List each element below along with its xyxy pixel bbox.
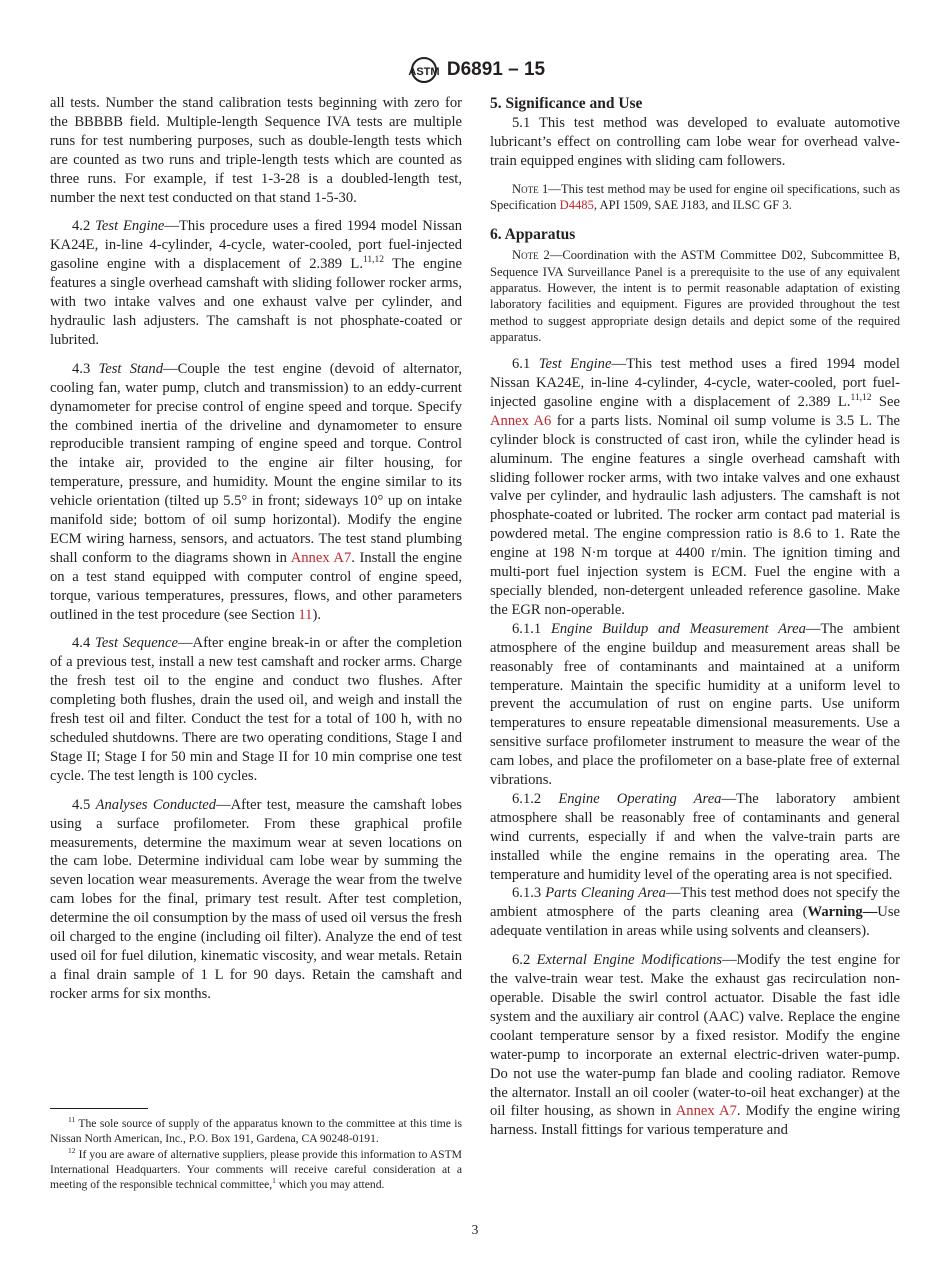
- page-header: [0, 56, 950, 84]
- paragraph: [490, 355, 900, 620]
- text-run: Note: [512, 248, 539, 263]
- text-run: 6. Apparatus: [490, 226, 576, 244]
- footnote-divider: [50, 1108, 148, 1109]
- text-run: which you may attend.: [275, 1178, 385, 1192]
- paragraph-heading: Test Engine: [538, 356, 612, 373]
- right-column: [490, 94, 900, 1140]
- text-run: 6.1.2: [512, 790, 559, 807]
- text-run: Use adequate ventilation in areas while using solvents and cleansers).: [490, 904, 900, 940]
- text-run: . Install the engine on a test stand equipped with computer control of engine speed, torque, various temperatures, pressures, flows, and other parameters outlined in the test procedure (see Section: [50, 549, 462, 623]
- text-run: See: [871, 393, 900, 410]
- text-run: —This procedure uses a fired 1994 model Nissan KA24E, in-line 4-cylinder, 4-cycle, water-cooled, port fuel-injected gasoline engine with a displacement of 2.389 L.: [50, 218, 463, 273]
- text-run: —Modify the test engine for the valve-train wear test. Make the exhaust gas recirculation non-operable. Disable the swirl control actuator. Disable the fast idle system and the auxiliary air control (AAC) valve. Replace the engine coolant temperature sensor by a fixed resistor. Modify the engine water-pump to incorporate an external electric-driven water-pump. Do not use the water-pump fan blade and cooling radiator. Remove the alternator. Install an oil cooler (water-to-oil heat exchanger) at the oil filter housing, as shown in: [490, 952, 901, 1120]
- text-run: —The ambient atmosphere of the engine buildup and measurement areas shall be reasonably free of contaminants and maintained at a uniform temperature. Maintain the specific humidity at a uniform level to prevent the accumulation of rust on engine parts. Use uniform temperatures to ensure repeatable dimensional measurements. Use a sensitive surface profilometer instrument to measure the wear of the cam lobes, and place the profilometer on a base-plate free of external vibrations.: [490, 620, 900, 789]
- paragraph-heading: Analyses Conducted: [95, 796, 217, 813]
- text-run: —This test method uses a fired 1994 model Nissan KA24E, in-line 4-cylinder, 4-cycle, water-cooled, port fuel-injected gasoline engine with a displacement of 2.389 L.: [490, 356, 900, 410]
- text-run: all tests. Number the stand calibration tests beginning with zero for the BBBBB field. Multiple-length Sequence IVA tests are multiple runs for test numbering purposes, such as double-length tests which are counted as two runs and triple-length tests which are counted as three runs. For example, if test 1-3-28 is a doubled-length test, number the next test conducted on that stand 1-5-30.: [50, 95, 462, 206]
- text-run: —The laboratory ambient atmosphere shall be reasonably free of contaminants and general wind currents, especially if and when the valve-train parts are installed while the engine remains in the operating area. The temperature and humidity level of the operating area is not specified.: [490, 790, 901, 883]
- text-run: —This test method does not specify the ambient atmosphere of the parts cleaning area (: [490, 885, 901, 921]
- text-run: 4.3: [72, 360, 99, 377]
- paragraph-heading: Engine Operating Area: [558, 790, 722, 807]
- text-run: 4.4: [72, 635, 96, 652]
- cross-reference-link[interactable]: Annex A7: [290, 549, 352, 566]
- text-run: —Couple the test engine (devoid of alternator, cooling fan, water pump, clutch and transmission) to an eddy-current dynamometer for precise control of engine speed and torque. Specify the combined inertia of the driveline and dynamometer to ensure reproducible transient ramping of engine speed and torque. Control the intake air, provided to the engine air filter housing, for temperature, pressure, and humidity. Mount the engine similar to its vehicle orientation (tilted up 5.5° in front; sideways 10° up on intake manifold side; bottom of oil sump horizontal). Modify the engine ECM wiring harness, sensors, and actuators. The test stand plumbing shall conform to the diagrams shown in: [50, 360, 462, 566]
- text-run: 6.1: [512, 356, 539, 373]
- text-run: 1—This test method may be used for engine oil specifications, such as Specification: [490, 181, 900, 213]
- text-run: 6.2: [512, 952, 537, 969]
- paragraph: [50, 796, 462, 1004]
- paragraph: [50, 94, 462, 207]
- text-run: 5. Significance and Use: [490, 95, 643, 112]
- paragraph: [490, 620, 900, 790]
- paragraph: [50, 217, 462, 349]
- footnotes: [50, 1116, 462, 1192]
- footnote-ref: 12: [68, 1145, 76, 1155]
- left-column: [50, 94, 462, 1004]
- footnote-ref: 11,12: [850, 393, 872, 404]
- paragraph: [490, 884, 900, 941]
- text-run: The sole source of supply of the apparatus known to the committee at this time is Nissan North American, Inc., P.O. Box 191, Gardena, CA 90248-0191.: [50, 1117, 462, 1146]
- section-heading: [490, 225, 900, 245]
- text-run: 2—Coordination with the ASTM Committee D02, Subcommittee B, Sequence IVA Surveillance Panel is a prerequisite to the use of any equivalent apparatus. However, the intent is to permit reasonable adaptation of existing laboratory facilities and equipment. Figures are provided throughout the test method to suggest appropriate design details and depict some of the required apparatus.: [490, 248, 900, 344]
- text-run: 6.1.1: [512, 620, 551, 637]
- text-run: 4.5: [72, 796, 96, 813]
- paragraph-heading: Engine Buildup and Measurement Area: [550, 620, 806, 637]
- text-run: If you are aware of alternative suppliers, please provide this information to ASTM International Headquarters. Your comments will receive careful consideration at a meeting of the responsible technical committee,: [50, 1147, 462, 1192]
- paragraph-heading: External Engine Modifications: [536, 952, 723, 969]
- text-run: Warning—: [807, 904, 878, 921]
- text-run: Note: [512, 181, 539, 196]
- paragraph: [50, 634, 462, 785]
- footnote-ref: 11,12: [362, 255, 384, 266]
- paragraph: [490, 790, 900, 885]
- document-id: D6891 – 15: [446, 59, 546, 80]
- svg-text:ASTM: ASTM: [408, 66, 440, 78]
- footnote: [50, 1116, 462, 1147]
- cross-reference-link[interactable]: 11: [298, 606, 313, 623]
- text-run: for a parts lists. Nominal oil sump volume is 3.5 L. The cylinder block is constructed of cast iron, while the cylinder head is aluminum. The engine features a single overhead camshaft with sliding follower rocker arms, with two intake valves and one exhaust valve per cylinder, and hydraulic lash adjusters. The camshaft is not phosphate-coated or lubrited. The rocker arm contact pad material is powdered metal. The engine compression ratio is 8.6 to 1. Rate the engine at 198 N·m torque at 4400 r/min. The ignition timing and multi-port fuel injection system is ECM. Fuel the engine with a specially blended, non-detergent unleaded reference gasoline. Make the EGR non-operable.: [490, 412, 900, 618]
- footnote: [50, 1147, 462, 1193]
- note: [490, 247, 900, 345]
- paragraph-heading: Test Stand: [98, 360, 163, 377]
- paragraph: [490, 114, 900, 171]
- paragraph: [50, 360, 462, 625]
- cross-reference-link[interactable]: Annex A6: [490, 412, 552, 429]
- text-run: . Modify the engine wiring harness. Install fittings for various temperature and: [490, 1103, 901, 1139]
- text-run: —After engine break-in or after the completion of a previous test, install a new test camshaft and rocker arms. Charge the fresh test oil to the engine and conduct two flushes. After completing both flushes, drain the used oil, and weigh and install the fresh test oil and filter. Conduct the test for a total of 100 h, with no scheduled shutdowns. There are two operating conditions, Stage I and Stage II; Stage I for 50 min and Stage II for 10 min comprise one test cycle. The test length is 100 cycles.: [50, 635, 463, 784]
- paragraph-heading: Test Sequence: [95, 635, 178, 652]
- text-run: 6.1.3: [512, 885, 546, 902]
- note: [490, 181, 900, 214]
- text-run: —After test, measure the camshaft lobes using a surface profilometer. From these graphical profile measurements, determine the maximum wear at seven locations on the cam lobe. Determine individual cam lobe wear by summing the seven location wear measurements. Average the wear from the twelve cam lobes for the final, primary test result. After test completion, determine the oil consumption by the mass of used oil versus the fresh oil charged to the engine (including oil filter). Analyze the end of test used oil for fuel dilution, kinematic viscosity, and wear metals. Retain a final drain sample of 1 L for 90 days. Retain the camshaft and rocker arms for six months.: [50, 796, 462, 1002]
- footnote-ref: 11: [68, 1115, 76, 1125]
- text-run: The engine features a single overhead camshaft with sliding follower rocker arms, with two intake valves and one exhaust valve per cylinder, and hydraulic lash adjusters. The camshaft is not phosphate-coated or lubrited.: [50, 256, 462, 348]
- page-number: 3: [471, 1222, 479, 1237]
- cross-reference-link[interactable]: Annex A7: [675, 1103, 737, 1120]
- text-run: , API 1509, SAE J183, and ILSC GF 3.: [593, 198, 792, 213]
- text-run: 5.1 This test method was developed to evaluate automotive lubricant’s effect on controlling cam lobe wear for overhead valve-train equipped engines with sliding cam followers.: [490, 115, 900, 169]
- text-run: ).: [312, 606, 321, 623]
- cross-reference-link[interactable]: D4485: [559, 198, 594, 213]
- astm-logo-icon: [405, 56, 443, 84]
- paragraph-heading: Test Engine: [95, 218, 165, 235]
- section-heading: [490, 94, 900, 114]
- paragraph: [490, 951, 900, 1140]
- footnote-ref: 1: [272, 1176, 276, 1186]
- text-run: 4.2: [72, 218, 96, 235]
- paragraph-heading: Parts Cleaning Area: [545, 885, 666, 902]
